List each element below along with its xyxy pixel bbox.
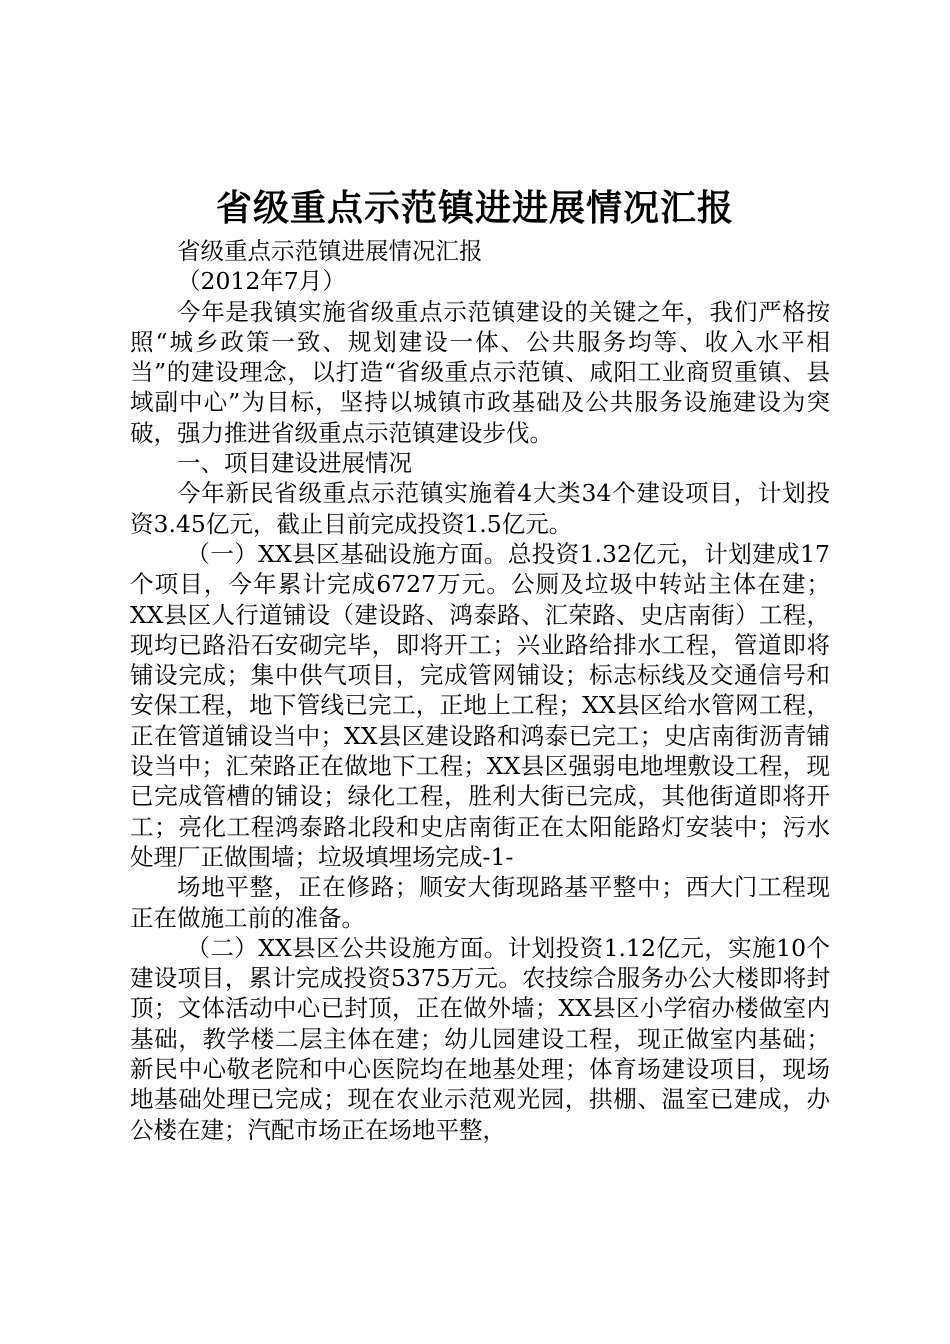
- document-body: [130, 236, 830, 1145]
- infrastructure-paragraph: （一）XX县区基础设施方面。总投资1.32亿元，计划建成17个项目，今年累计完成6727万元。公厕及垃圾中转站主体在建；XX县区人行道铺设（建设路、鸿泰路、汇荣路、史店南街）工程，现均已路沿石安砌完毕，即将开工；兴业路给排水工程，管道即将铺设完成；集中供气项目，完成管网铺设；标志标线及交通信号和安保工程，地下管线已完工，正地上工程；XX县区给水管网工程，正在管道铺设当中；XX县区建设路和鸿泰已完工；史店南街沥青铺设当中；汇荣路正在做地下工程；XX县区强弱电地埋敷设工程，现已完成管槽的铺设；绿化工程，胜利大街已完成，其他街道即将开工；亮化工程鸿泰路北段和史店南街正在太阳能路灯安装中；污水处理厂正做围墙；垃圾填埋场完成-1-: [130, 539, 830, 871]
- overview-paragraph: 今年新民省级重点示范镇实施着4大类34个建设项目，计划投资3.45亿元，截止目前完成投资1.5亿元。: [130, 479, 830, 538]
- section-heading: 一、项目建设进展情况: [177, 449, 412, 478]
- document-title: 省级重点示范镇进进展情况汇报: [215, 187, 734, 229]
- intro-paragraph: 今年是我镇实施省级重点示范镇建设的关键之年，我们严格按照“城乡政策一致、规划建设一体、公共服务均等、收入水平相当”的建设理念，以打造“省级重点示范镇、咸阳工业商贸重镇、县域副中心”为目标，坚持以城镇市政基础及公共服务设施建设为突破，强力推进省级重点示范镇建设步伐。: [130, 297, 830, 447]
- public-facilities-paragraph: （二）XX县区公共设施方面。计划投资1.12亿元，实施10个建设项目，累计完成投资5375万元。农技综合服务办公大楼即将封顶；文体活动中心已封顶，正在做外墙；XX县区小学宿办楼做室内基础，教学楼二层主体在建；幼儿园建设工程，现正做室内基础；新民中心敬老院和中心医院均在地基处理；体育场建设项目，现场地基础处理已完成；现在农业示范观光园，拱棚、温室已建成，办公楼在建；汽配市场正在场地平整，: [130, 933, 830, 1144]
- date-paragraph: （2012年7月）: [177, 267, 346, 296]
- subtitle-paragraph: 省级重点示范镇进展情况汇报: [177, 237, 483, 265]
- continuation-paragraph: 场地平整，正在修路；顺安大街现路基平整中；西大门工程现正在做施工前的准备。: [130, 873, 830, 932]
